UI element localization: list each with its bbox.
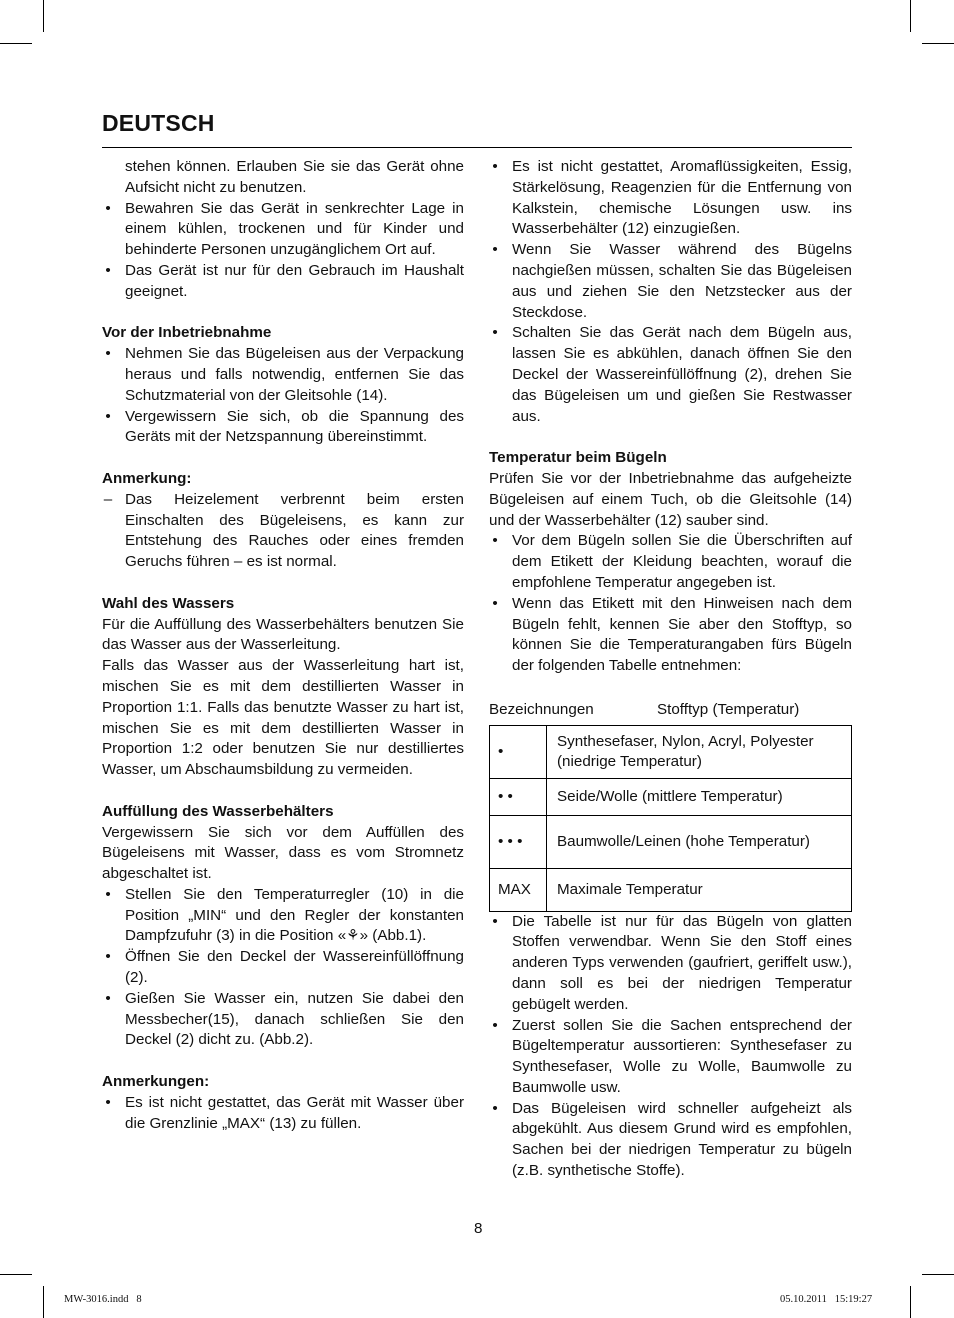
- filling-bullets: [102, 885, 464, 1051]
- intro-bullets: [102, 199, 464, 303]
- page-heading: DEUTSCH: [102, 110, 215, 136]
- list-item: • Zuerst sollen Sie die Sachen entsprechend der Bügeltemperatur aussortieren: Synthesefaser zu Synthesefaser, Wolle zu Wolle, Baumwolle zu Baumwolle usw.: [492, 1016, 852, 1096]
- heading-rule: [102, 147, 852, 148]
- list-item: • Vor dem Bügeln sollen Sie die Überschriften auf dem Etikett der Kleidung beachten, worauf die empfohlene Temperatur angegeben ist.: [492, 532, 852, 591]
- table-header: [489, 700, 852, 721]
- section-title-temperature: Temperatur beim Bügeln: [489, 449, 667, 467]
- crop-mark: [43, 1286, 44, 1318]
- paragraph: Vergewissern Sie sich vor dem Auffüllen des Bügeleisens mit Wasser, dass es vom Stromnetz abgeschaltet ist.: [102, 823, 464, 883]
- page-number: 8: [474, 1220, 483, 1237]
- crop-mark: [0, 43, 32, 44]
- table-cell-symbol: • •: [490, 778, 547, 815]
- intro-continuation: stehen können. Erlauben Sie sie das Gerät ohne Aufsicht nicht zu benutzen.: [125, 158, 464, 196]
- table-row: [490, 725, 852, 778]
- steam-icon: ⚘: [346, 927, 360, 945]
- paragraph: Falls das Wasser aus der Wasserleitung hart ist, mischen Sie es mit dem destillierten Wasser in Proportion 1:1. Falls das benutzte Wasser zu hart ist, mischen Sie es mit dem destillierten Wasser in Proportion 1:2 oder benutzen Sie nur destilliertes Wasser, um Abschaumsbildung zu vermeiden.: [102, 657, 464, 779]
- section-title-water: Wahl des Wassers: [102, 594, 235, 612]
- list-item: – Das Heizelement verbrennt beim ersten Einschalten des Bügeleisens, es kann zur Entstehung des Rauches oder eines fremden Geruchs führen – es ist normal.: [103, 490, 464, 571]
- list-item: • Öffnen Sie den Deckel der Wassereinfüllöffnung (2).: [105, 948, 464, 987]
- table-row: [490, 815, 852, 868]
- crop-mark: [43, 0, 44, 32]
- section-title-note: Anmerkung:: [102, 469, 192, 487]
- crop-mark: [910, 0, 911, 32]
- before-use-bullets: [102, 344, 464, 448]
- footer-filename: MW-3016.indd 8: [64, 1294, 142, 1305]
- list-item: • Bewahren Sie das Gerät in senkrechter Lage in einem kühlen, trockenen und für Kinder und behinderte Personen unzugänglichem Ort auf.: [105, 199, 464, 259]
- crop-mark: [922, 43, 954, 44]
- list-item: • Schalten Sie das Gerät nach dem Bügeln aus, lassen Sie es abkühlen, danach öffnen Sie den Deckel der Wassereinfüllöffnung (2), drehen Sie das Bügeleisen um und gießen Sie Restwasser aus.: [492, 324, 852, 425]
- left-column: [102, 157, 464, 1134]
- list-item: • Das Gerät ist nur für den Gebrauch im Haushalt geeignet.: [105, 261, 464, 300]
- table-header-fabric: Stofftyp (Temperatur): [657, 700, 800, 718]
- table-row: [490, 868, 852, 911]
- list-item: • Gießen Sie Wasser ein, nutzen Sie dabei den Messbecher(15), danach schließen Sie den Deckel (2) dicht zu. (Abb.2).: [105, 989, 464, 1049]
- top-bullets: [489, 157, 852, 427]
- footer-timestamp: 05.10.2011 15:19:27: [780, 1294, 873, 1305]
- list-item: • Nehmen Sie das Bügeleisen aus der Verpackung heraus und falls notwendig, entfernen Sie das Schutzmaterial von der Gleitsohle (14).: [105, 345, 464, 404]
- temperature-bullets: [489, 531, 852, 677]
- list-item: • Es ist nicht gestattet, das Gerät mit Wasser über die Grenzlinie „MAX“ (13) zu füllen.: [105, 1093, 464, 1132]
- temperature-table: [489, 725, 852, 912]
- list-item: • Es ist nicht gestattet, Aromaflüssigkeiten, Essig, Stärkelösung, Reagenzien für die Entfernung von Kalkstein, chemische Lösungen usw. ins Wasserbehälter (12) einzugießen.: [492, 158, 852, 238]
- crop-mark: [922, 1274, 954, 1275]
- list-item: • Das Bügeleisen wird schneller aufgeheizt als abgekühlt. Aus diesem Grund wird es empfohlen, Sachen bei der niedrigen Temperatur zu bügeln (z.B. synthetische Stoffe).: [492, 1099, 852, 1180]
- table-cell-fabric: Maximale Temperatur: [547, 868, 852, 911]
- list-item: • Wenn Sie Wasser während des Bügelns nachgießen müssen, schalten Sie das Bügeleisen aus und ziehen Sie den Netzstecker aus der Steckdose.: [492, 241, 852, 321]
- table-cell-symbol: MAX: [490, 868, 547, 911]
- list-item: • Die Tabelle ist nur für das Bügeln von glatten Stoffen verwendbar. Wenn Sie den Stoff eines anderen Typs verwenden (gaufriert, geriffelt usw.), dann soll es bei der niedrigen Temperatur gebügelt werden.: [492, 912, 852, 1013]
- crop-mark: [0, 1274, 32, 1275]
- section-title-filling: Auffüllung des Wasserbehälters: [102, 802, 334, 820]
- right-column: [489, 157, 852, 1182]
- table-cell-symbol: • • •: [490, 815, 547, 868]
- list-item: • Vergewissern Sie sich, ob die Spannung des Geräts mit der Netzspannung übereinstimmt.: [105, 407, 464, 446]
- crop-mark: [910, 1286, 911, 1318]
- table-cell-fabric: Baumwolle/Leinen (hohe Temperatur): [547, 815, 852, 868]
- table-cell-fabric: Synthesefaser, Nylon, Acryl, Polyester (niedrige Temperatur): [547, 725, 852, 778]
- section-title-before-use: Vor der Inbetriebnahme: [102, 324, 272, 342]
- section-title-notes: Anmerkungen:: [102, 1073, 210, 1091]
- table-header-symbols: Bezeichnungen: [489, 700, 594, 718]
- notes-bullets: [102, 1093, 464, 1135]
- note-items: [102, 490, 464, 573]
- table-row: [490, 778, 852, 815]
- list-item: • Wenn das Etikett mit den Hinweisen nach dem Bügeln fehlt, kennen Sie aber den Stofftyp, so können Sie die Temperaturangaben fürs Bügeln der folgenden Tabelle entnehmen:: [492, 594, 852, 675]
- paragraph: Für die Auffüllung des Wasserbehälters benutzen Sie das Wasser aus der Wasserleitung.: [102, 615, 464, 654]
- bottom-bullets: [489, 912, 852, 1182]
- table-cell-symbol: •: [490, 725, 547, 778]
- paragraph: Prüfen Sie vor der Inbetriebnahme das aufgeheizte Bügeleisen auf einem Tuch, ob die Gleitsohle (14) und der Wasserbehälter (12) sauber sind.: [489, 469, 852, 529]
- table-cell-fabric: Seide/Wolle (mittlere Temperatur): [547, 778, 852, 815]
- list-item: • Stellen Sie den Temperaturregler (10) in die Position „MIN“ und den Regler der konstanten Dampfzufuhr (3) in die Position «⚘» (Abb.1).: [102, 885, 464, 947]
